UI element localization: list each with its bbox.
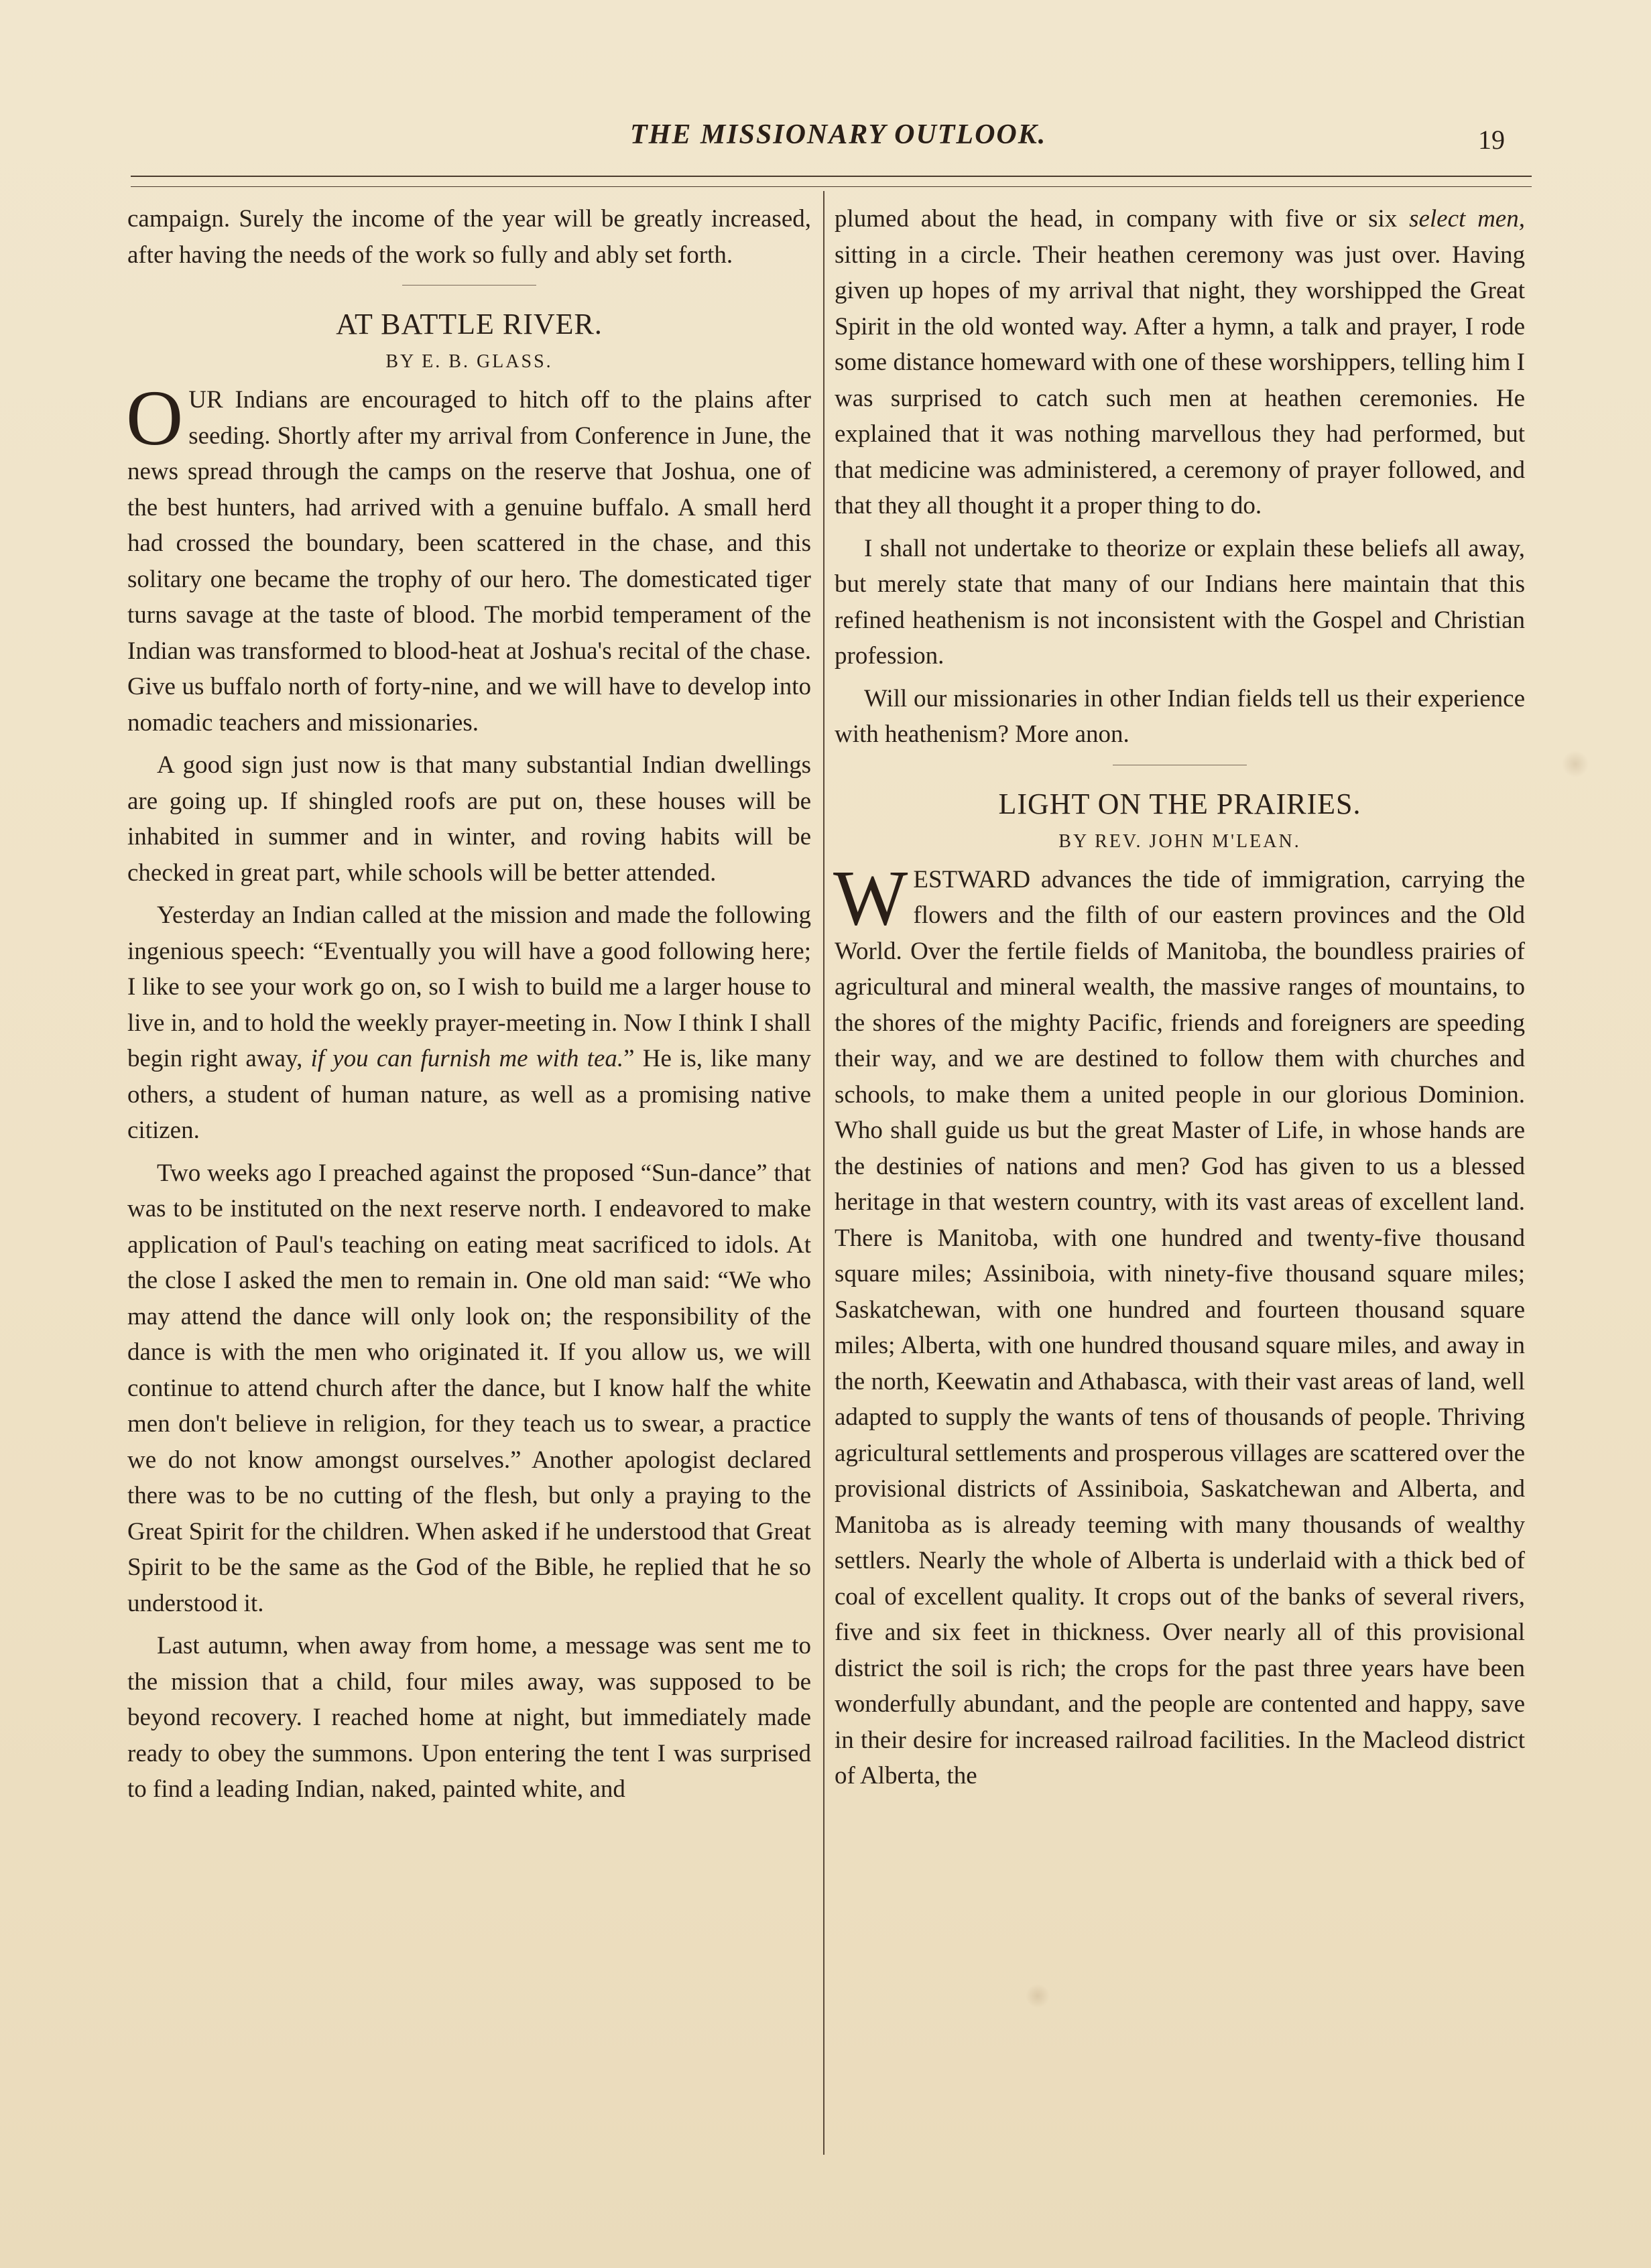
paper-stain bbox=[1562, 751, 1589, 777]
paragraph-text: ” He is, like many others, a student of human nature, as well as a promising native citizen. bbox=[127, 1045, 811, 1144]
section-title-light-prairies: LIGHT ON THE PRAIRIES. bbox=[998, 787, 1361, 820]
section-separator bbox=[402, 285, 536, 286]
article-paragraph bbox=[833, 853, 1525, 1794]
article-paragraph: Last autumn, when away from home, a message was sent me to the mission that a child, four miles away, was supposed to be beyond recovery. I reached home at night, but immediately made ready to obey the summons. Upon entering the tent I was surprised to find a leading Indian, naked, painted white, and bbox=[127, 1632, 811, 1803]
drop-cap: O bbox=[126, 374, 184, 462]
article-paragraph: Will our missionaries in other Indian fields tell us their experience with heathenism? More anon. bbox=[835, 684, 1525, 748]
paper-stain bbox=[1026, 1984, 1050, 2008]
column-divider bbox=[823, 191, 824, 2155]
right-column bbox=[835, 201, 1525, 1801]
intro-paragraph: campaign. Surely the income of the year will be greatly increased, after having the needs of the work so fully and ably set forth. bbox=[127, 205, 811, 269]
header-rule-thin bbox=[131, 186, 1532, 187]
article-paragraph: I shall not undertake to theorize or explain these beliefs all away, but merely state that many of our Indians here maintain that this refined heathenism is not inconsistent with the Gospel and Christian profession. bbox=[835, 534, 1525, 670]
paragraph-text: Yesterday an Indian called at the mission and made the following ingenious speech: “Eventually you will have a good following here; I like to see your work go on, so I wish to build me a larger house to live in, and to hold the weekly prayer-meeting in. Now I think I shall begin right away, bbox=[127, 901, 811, 1072]
running-title: THE MISSIONARY OUTLOOK. bbox=[630, 119, 1047, 150]
paragraph-text: sitting in a circle. Their heathen ceremony was just over. Having given up hopes of my arrival that night, they worshipped the Great Spirit in the old wonted way. After a hymn, a talk and prayer, I rode some distance homeward with one of these worshippers, telling him I was surprised to catch such men at heathen ceremonies. He explained that it was nothing marvellous they had performed, but that medicine was administered, a ceremony of prayer followed, and that they all thought it a proper thing to do. bbox=[835, 241, 1525, 519]
italic-phrase: select men, bbox=[1409, 205, 1525, 233]
article-paragraph: A good sign just now is that many substantial Indian dwellings are going up. If shingled roofs are put on, these houses will be inhabited in summer and in winter, and roving habits will be checked in great part, while schools will be better attended. bbox=[127, 751, 811, 887]
left-column bbox=[127, 201, 811, 1814]
article-paragraph bbox=[127, 897, 811, 1149]
page-header bbox=[131, 117, 1532, 164]
article-paragraph: Two weeks ago I preached against the proposed “Sun-dance” that was to be instituted on the next reserve north. I endeavored to make application of Paul's teaching on eating meat sacrificed to idols. At the close I asked the men to remain in. One old man said: “We who may attend the dance will only look on; the responsibility of the dance is with the men who originated it. If you allow us, we will continue to attend church after the dance, but I know half the white men don't believe in religion, for they teach us to swear, a practice we do not know amongst ourselves.” Another apologist declared there was to be no cutting of the flesh, but only a praying to the Great Spirit for the children. When asked if he understood that Great Spirit to be the same as the God of the Bible, he replied that he so understood it. bbox=[127, 1159, 811, 1617]
paragraph-text: plumed about the head, in company with five or six bbox=[835, 205, 1410, 233]
article-paragraph bbox=[835, 201, 1525, 524]
paragraph-text: ESTWARD advances the tide of immigration, carrying the flowers and the filth of our eastern provinces and the Old World. Over the fertile fields of Manitoba, the boundless prairies of agricultural and mineral wealth, the massive ranges of mountains, to the shores of the mighty Pacific, friends and foreigners are speeding their way, and we are destined to follow them with churches and schools, to make them a united people in our glorious Dominion. Who shall guide us but the great Master of Life, in whose hands are the destinies of nations and men? God has given to us a blessed heritage in that western country, with its vast areas of excellent land. There is Manitoba, with one hundred and twenty-five thousand square miles; Assiniboia, with ninety-five thousand square miles; Saskatchewan, with one hundred and fourteen thousand square miles; Alberta, with one hundred thousand square miles, and away in the north, Keewatin and Athabasca, with their vast areas of land, well adapted to supply the wants of tens of thousands of people. Thriving agricultural settlements and prosperous villages are scattered over the provisional districts of Assiniboia, Saskatchewan and Alberta, and Manitoba as is already teeming with many thousands of wealthy settlers. Nearly the whole of Alberta is underlaid with a thick bed of coal of excellent quality. It crops out of the banks of several rivers, five and six feet in thickness. Over nearly all of this provisional district the soil is rich; the crops for the past three years have been wonderfully abundant, and the people are contented and happy, save in their desire for increased railroad facilities. In the Macleod district of Alberta, the bbox=[835, 865, 1525, 1789]
byline-glass: BY E. B. GLASS. bbox=[385, 351, 553, 372]
article-paragraph bbox=[126, 374, 811, 741]
page-number: 19 bbox=[1478, 125, 1505, 155]
section-title-battle-river: AT BATTLE RIVER. bbox=[336, 308, 603, 340]
byline-mclean: BY REV. JOHN M'LEAN. bbox=[1058, 830, 1301, 852]
drop-cap: W bbox=[833, 853, 908, 942]
paragraph-text: UR Indians are encouraged to hitch off to the plains after seeding. Shortly after my arrival from Conference in June, the news spread through the camps on the reserve that Joshua, one of the best hunters, had arrived with a genuine buffalo. A small herd had crossed the boundary, been scattered in the chase, and this solitary one became the trophy of our hero. The domesticated tiger turns savage at the taste of blood. The morbid temperament of the Indian was transformed to blood-heat at Joshua's recital of the chase. Give us buffalo north of forty-nine, and we will have to develop into nomadic teachers and missionaries. bbox=[127, 386, 811, 737]
italic-quote: if you can furnish me with tea. bbox=[310, 1045, 624, 1072]
header-rule bbox=[131, 176, 1532, 177]
